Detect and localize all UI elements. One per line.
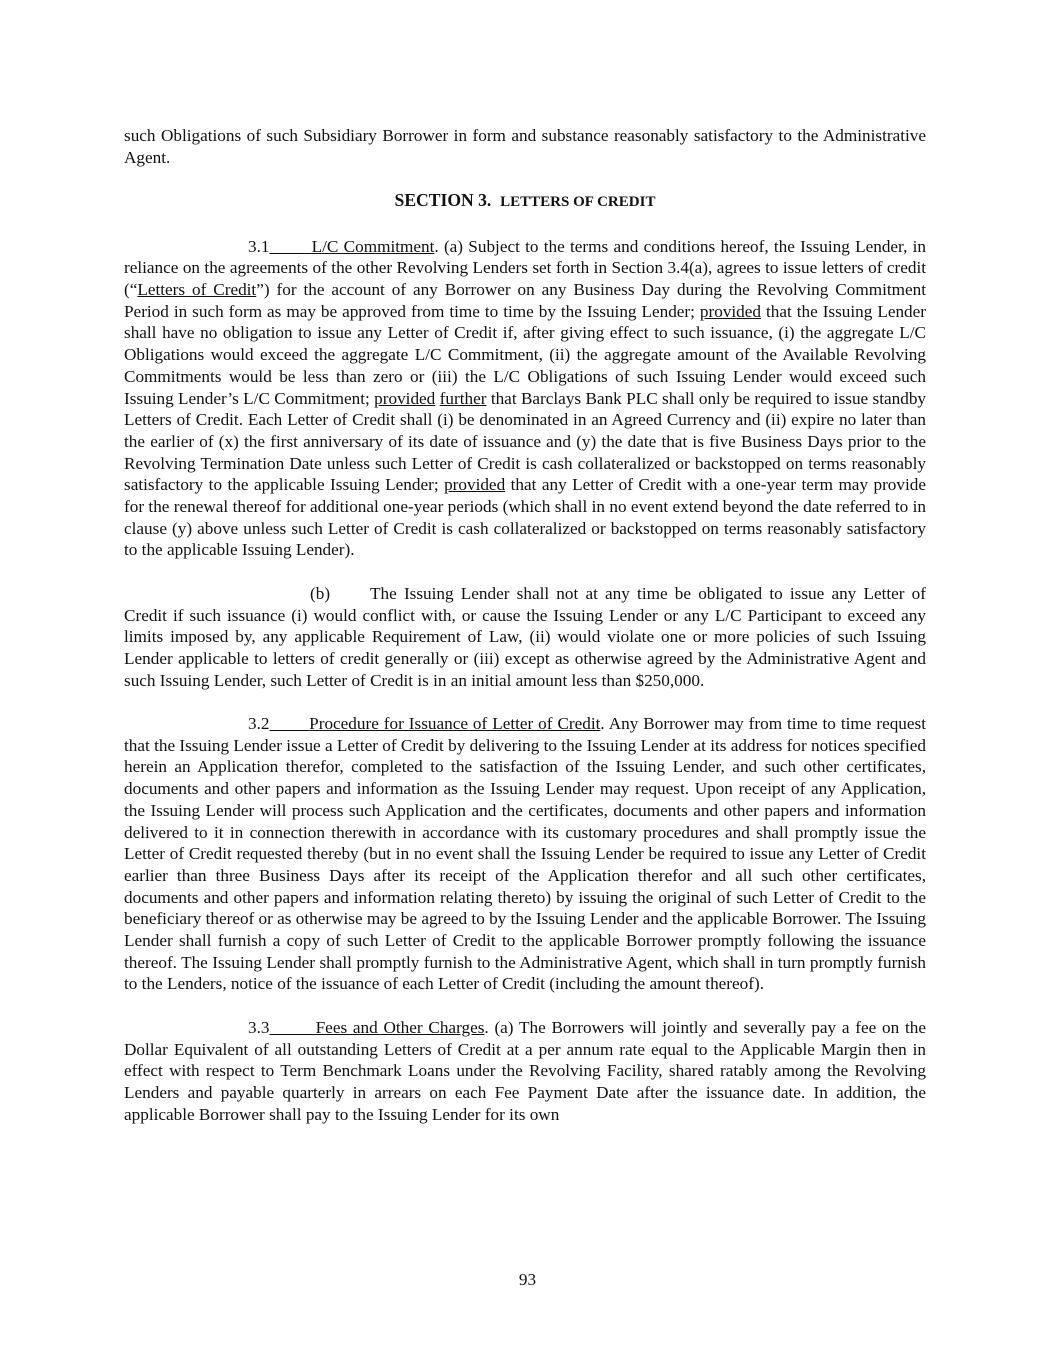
section-title: LETTERS OF CREDIT [500, 193, 656, 210]
section-3-3-paragraph: 3.3 Fees and Other Charges. (a) The Borrowers will jointly and severally pay a fee on the Dollar Equivalent of all outstanding Letters of Credit at a per annum rate equal to the Applicable Margin then in effect with respect to Term Benchmark Loans under the Revolving Facility, shared ratably among the Revolving Lenders and payable quarterly in arrears on each Fee Payment Date after the issuance date. In addition, the applicable Borrower shall pay to the Issuing Lender for its own [124, 1017, 927, 1124]
clause-b-label: (b) [310, 583, 331, 603]
section-3-2-paragraph: 3.2 Procedure for Issuance of Letter of Credit. Any Borrower may from time to time request that the Issuing Lender issue a Letter of Credit by delivering to the Issuing Lender at its address for notices specified herein an Application therefor, completed to the satisfaction of the Issuing Lender, and such other certificates, documents and other papers and information as the Issuing Lender may request. Upon receipt of any Application, the Issuing Lender will process such Application and the certificates, documents and other papers and information delivered to it in connection therewith in accordance with its customary procedures and shall promptly issue the Letter of Credit requested thereby (but in no event shall the Issuing Lender be required to issue any Letter of Credit earlier than three Business Days after its receipt of the Application therefor and all such other certificates, documents and other papers and information relating thereto) by issuing the original of such Letter of Credit to the beneficiary thereof or as otherwise may be agreed to by the Issuing Lender and the applicable Borrower. The Issuing Lender shall furnish a copy of such Letter of Credit to the applicable Borrower promptly following the issuance thereof. The Issuing Lender shall promptly furnish to the Administrative Agent, which shall in turn promptly furnish to the Lenders, notice of the issuance of each Letter of Credit (including the amount thereof). [124, 714, 926, 994]
document-page [124, 125, 926, 1125]
section-number: SECTION 3. [394, 189, 492, 210]
section-3-2-heading: Procedure for Issuance of Letter of Credit [309, 714, 601, 734]
section-heading [124, 190, 926, 214]
section-3-3-heading: Fees and Other Charges [315, 1017, 485, 1037]
defined-term-letters-of-credit: Letters of Credit [137, 280, 257, 300]
further-term: further [439, 388, 487, 408]
provided-term: provided [699, 301, 762, 321]
section-3-1-b-paragraph: (b) The Issuing Lender shall not at any time be obligated to issue any Letter of Credit if such issuance (i) would conflict with, or cause the Issuing Lender or any L/C Participant to exceed any limits imposed by, any applicable Requirement of Law, (ii) would violate one or more policies of such Issuing Lender applicable to letters of credit generally or (iii) except as otherwise agreed by the Administrative Agent and such Issuing Lender, such Letter of Credit is in an initial amount less than $250,000. [124, 583, 926, 690]
section-3-1-number: 3.1 [248, 236, 270, 256]
provided-term: provided [444, 475, 506, 495]
section-3-3-number: 3.3 [248, 1017, 270, 1037]
provided-term: provided [374, 388, 436, 408]
top-fragment-paragraph: such Obligations of such Subsidiary Borrower in form and substance reasonably satisfactory to the Administrative Agent. [124, 126, 926, 167]
section-3-2-number: 3.2 [248, 714, 270, 734]
section-3-1-heading: L/C Commitment [311, 236, 435, 256]
page-number: 93 [518, 1270, 537, 1289]
section-3-1-paragraph: 3.1 L/C Commitment. (a) Subject to the terms and conditions hereof, the Issuing Lender, in reliance on the agreements of the other Revolving Lenders set forth in Section 3.4(a), agrees to issue letters of credit (“Letters of Credit”) for the account of any Borrower on any Business Day during the Revolving Commitment Period in such form as may be approved from time to time by the Issuing Lender; provided that the Issuing Lender shall have no obligation to issue any Letter of Credit if, after giving effect to such issuance, (i) the aggregate L/C Obligations would exceed the aggregate L/C Commitment, (ii) the aggregate amount of the Available Revolving Commitments would be less than zero or (iii) the L/C Obligations of such Issuing Lender would exceed such Issuing Lender’s L/C Commitment; provided further that Barclays Bank PLC shall only be required to issue standby Letters of Credit. Each Letter of Credit shall (i) be denominated in an Agreed Currency and (ii) expire no later than the earlier of (x) the first anniversary of its date of issuance and (y) the date that is five Business Days prior to the Revolving Termination Date unless such Letter of Credit is cash collateralized or backstopped on terms reasonably satisfactory to the applicable Issuing Lender; provided that any Letter of Credit with a one-year term may provide for the renewal thereof for additional one-year periods (which shall in no event extend beyond the date referred to in clause (y) above unless such Letter of Credit is cash collateralized or backstopped on terms reasonably satisfactory to the applicable Issuing Lender). [124, 236, 927, 560]
